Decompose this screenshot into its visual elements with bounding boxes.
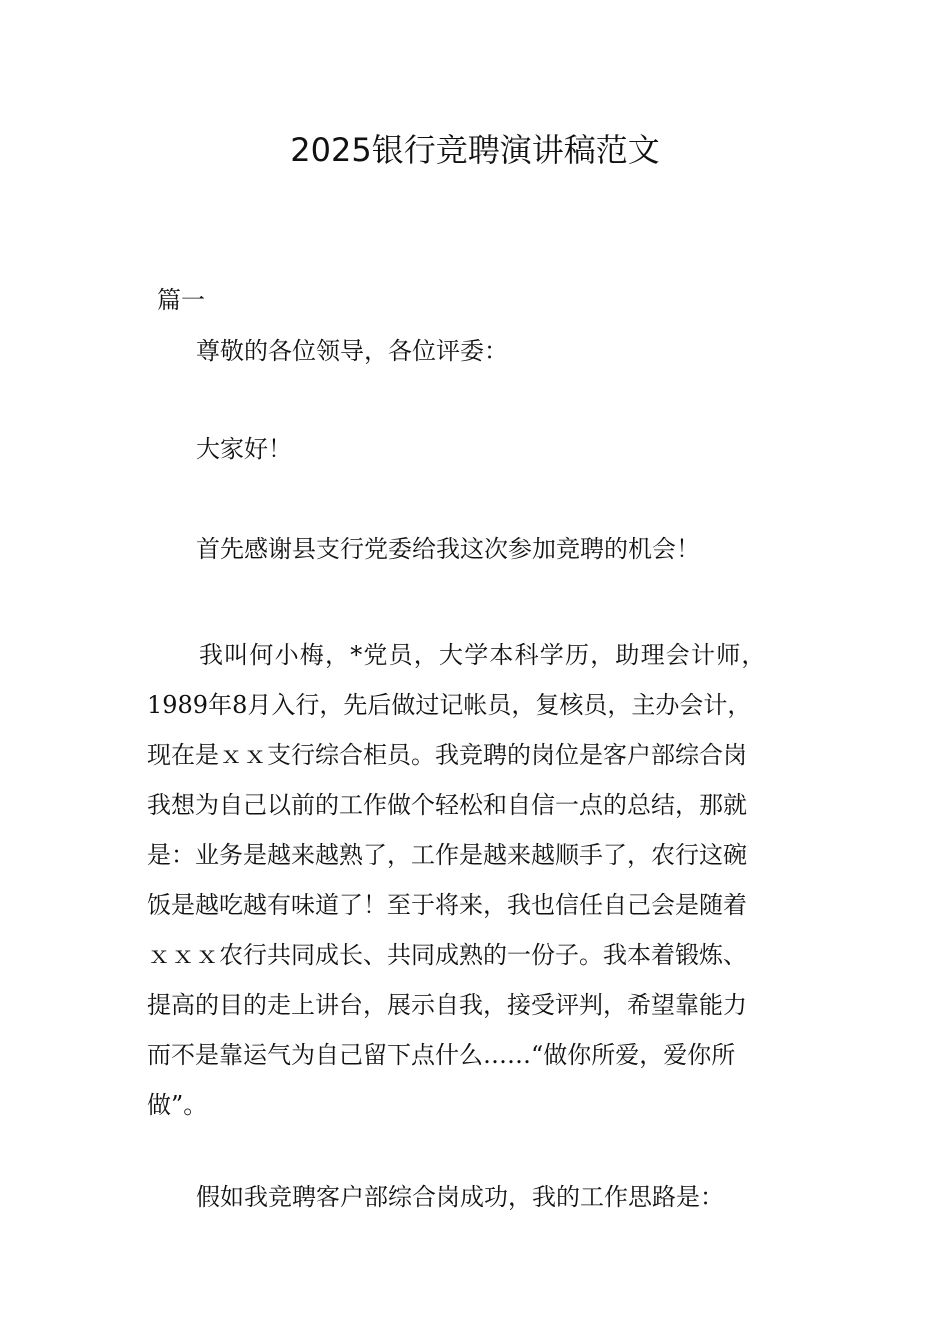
greeting-paragraph: 尊敬的各位领导，各位评委： <box>196 337 508 365</box>
paragraph-line: 1989年8月入行，先后做过记帐员，复核员，主办会计， <box>147 691 752 719</box>
document-title: 2025银行竞聘演讲稿范文 <box>290 131 660 169</box>
plan-paragraph: 假如我竞聘客户部综合岗成功，我的工作思路是： <box>196 1183 724 1211</box>
paragraph-line: 是：业务是越来越熟了，工作是越来越顺手了，农行这碗 <box>147 841 747 869</box>
section-label: 篇一 <box>157 286 205 314</box>
hello-paragraph: 大家好！ <box>196 435 292 463</box>
paragraph-line: 饭是越吃越有味道了！至于将来，我也信任自己会是随着 <box>147 891 747 919</box>
paragraph-line: 提高的目的走上讲台，展示自我，接受评判，希望靠能力 <box>147 991 747 1019</box>
paragraph-line: 我叫何小梅，*党员，大学本科学历，助理会计师， <box>199 641 767 669</box>
thanks-paragraph: 首先感谢县支行党委给我这次参加竞聘的机会！ <box>196 535 700 563</box>
paragraph-line: 而不是靠运气为自己留下点什么……“做你所爱，爱你所 <box>147 1041 736 1069</box>
paragraph-line: ｘｘｘ农行共同成长、共同成熟的一份子。我本着锻炼、 <box>147 941 747 969</box>
paragraph-line: 做”。 <box>147 1091 208 1119</box>
paragraph-line: 现在是ｘｘ支行综合柜员。我竞聘的岗位是客户部综合岗 <box>147 741 747 769</box>
paragraph-line: 我想为自己以前的工作做个轻松和自信一点的总结，那就 <box>147 791 747 819</box>
intro-paragraph <box>147 630 837 1130</box>
